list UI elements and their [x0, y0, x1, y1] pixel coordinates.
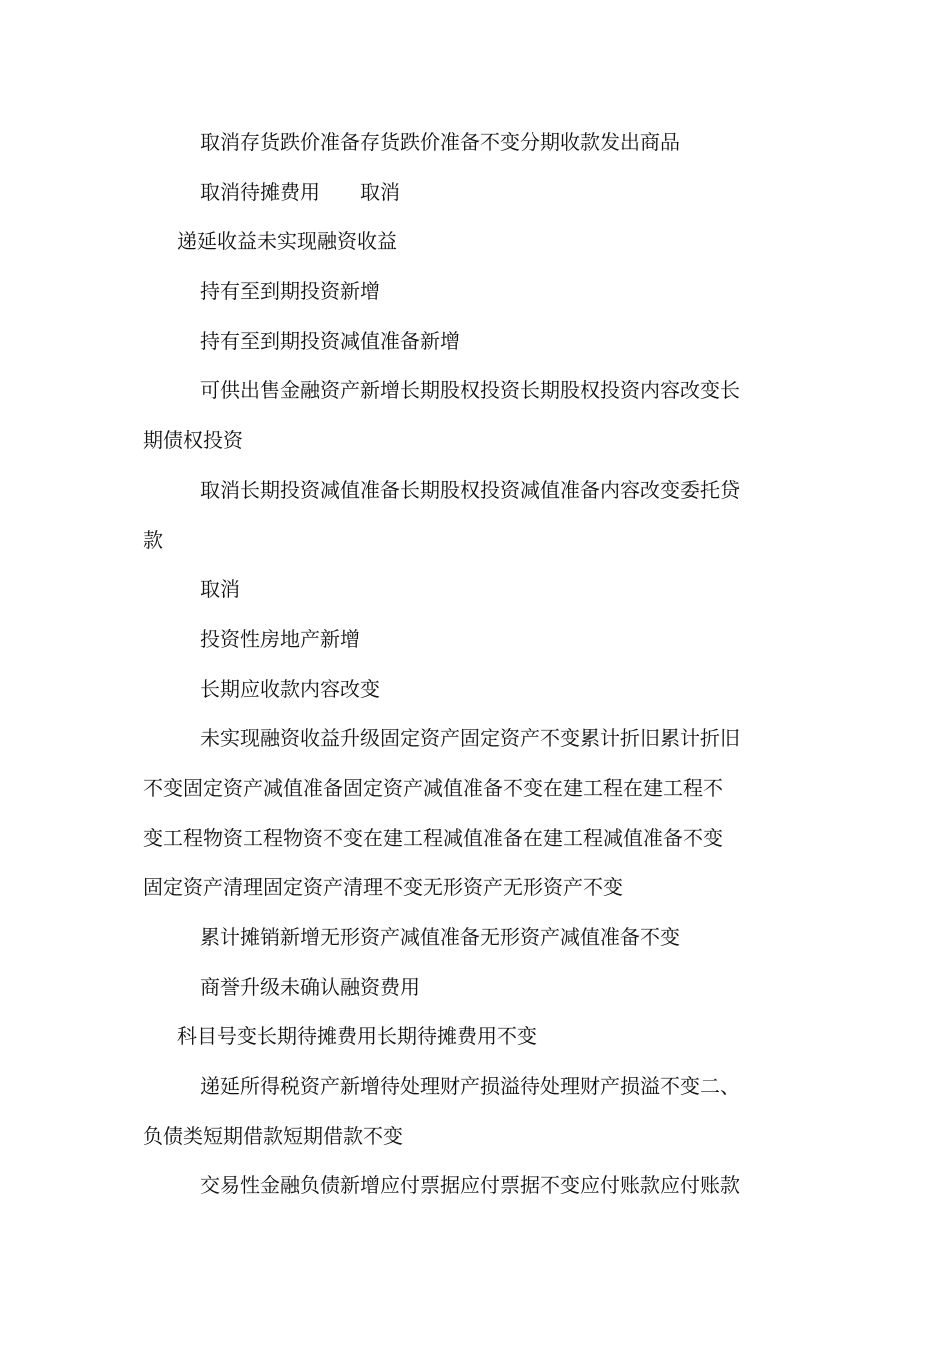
text-line: 期债权投资: [143, 428, 243, 453]
text-line: 取消: [200, 577, 240, 602]
text-line: 递延收益未实现融资收益: [177, 229, 397, 254]
text-line: 变工程物资工程物资不变在建工程减值准备在建工程减值准备不变: [143, 825, 723, 850]
document-body: [143, 118, 783, 1211]
text-line: 取消待摊费用 取消: [200, 179, 400, 204]
text-line: 商誉升级未确认融资费用: [200, 974, 420, 999]
text-line: 递延所得税资产新增待处理财产损溢待处理财产损溢不变二、: [200, 1074, 740, 1099]
text-line: 负债类短期借款短期借款不变: [143, 1123, 403, 1148]
text-line: 科目号变长期待摊费用长期待摊费用不变: [177, 1024, 537, 1049]
text-line: 款: [143, 527, 163, 552]
text-line: 投资性房地产新增: [200, 626, 360, 651]
text-line: 可供出售金融资产新增长期股权投资长期股权投资内容改变长: [200, 378, 740, 403]
text-line: 累计摊销新增无形资产减值准备无形资产减值准备不变: [200, 925, 680, 949]
text-line: 交易性金融负债新增应付票据应付票据不变应付账款应付账款: [200, 1173, 740, 1198]
text-line: 取消长期投资减值准备长期股权投资减值准备内容改变委托贷: [200, 477, 740, 502]
text-line: 未实现融资收益升级固定资产固定资产不变累计折旧累计折旧: [200, 726, 740, 751]
text-line: 长期应收款内容改变: [200, 676, 380, 701]
text-line: 固定资产清理固定资产清理不变无形资产无形资产不变: [143, 875, 623, 900]
text-line: 持有至到期投资新增: [200, 279, 380, 304]
text-line: 取消存货跌价准备存货跌价准备不变分期收款发出商品: [200, 130, 680, 154]
text-line: 不变固定资产减值准备固定资产减值准备不变在建工程在建工程不: [143, 775, 723, 800]
text-line: 持有至到期投资减值准备新增: [200, 328, 460, 353]
